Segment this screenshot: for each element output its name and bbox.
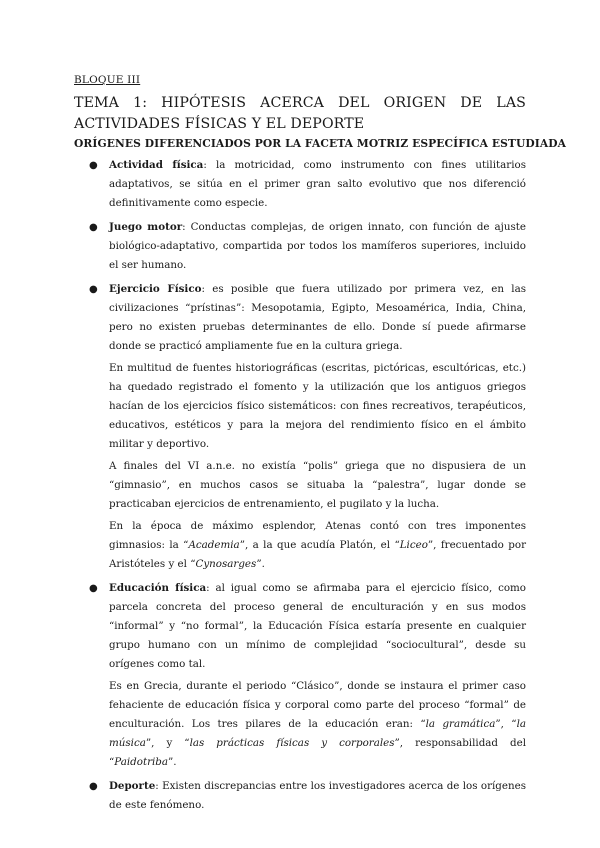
term-description: : Conductas complejas, de origen innato, con función de ajuste biológico-adaptativo, compartida por todos los mamíferos superiores, incluido el ser humano. [109,221,527,271]
italic-term: Liceo [399,539,428,551]
term-label: Deporte [109,780,156,792]
paragraph [109,677,526,772]
italic-term: Academia [188,539,240,551]
text-run: ”. [256,558,265,570]
text-run: ”, “ [495,718,517,730]
italic-term: la gramática [425,718,496,730]
paragraph [109,579,526,674]
text-run: ”, frecuentado por Aristóteles y el “ [109,539,526,570]
italic-term: la música [109,718,526,749]
italic-term: Paidotriba [114,756,169,768]
bullet-icon: ● [89,160,98,171]
term-description: : al igual como se afirmaba para el ejercicio físico, como parcela concreta del proceso general de enculturación y en sus modos “informal” y “no formal”, la Educación Física estaría presente en cualquier grupo humano con un mínimo de complejidad “sociocultural”, desde su orígenes como tal. [109,582,526,670]
text-run: ”, y “ [145,737,190,749]
paragraph: A finales del VI a.n.e. no existía “polis” griega que no dispusiera de un “gimnasio”, en muchos casos se situaba la “palestra”, lugar donde se practicaban ejercicios de entrenamiento, el pugilato y la lucha. [109,460,526,510]
text-run: En la época de máximo esplendor, Atenas contó con tres imponentes gimnasios: la “ [109,520,526,551]
list-item-educacion-fisica [89,579,526,772]
text-run: ”. [168,756,177,768]
bullet-icon: ● [89,284,98,295]
term-label: Juego motor [109,221,183,233]
term-description: : Existen discrepancias entre los investigadores acerca de los orígenes de este fenómeno. [109,780,526,811]
list-item-actividad-fisica [89,156,526,213]
list-item-deporte [89,777,526,815]
list-item-juego-motor [89,218,526,275]
section-subtitle: ORÍGENES DIFERENCIADOS POR LA FACETA MOTRIZ ESPECÍFICA ESTUDIADA [74,137,567,150]
paragraph [109,218,526,275]
term-description: : es posible que fuera utilizado por primera vez, en las civilizaciones “prístinas”: Mesopotamia, Egipto, Mesoamérica, India, China, pero no existen pruebas determinantes de ello. Donde sí puede afirmarse donde se practicó ampliamente fue en la cultura griega. [109,283,526,352]
paragraph [109,280,526,356]
page-title: TEMA 1: HIPÓTESIS ACERCA DEL ORIGEN DE LAS ACTIVIDADES FÍSICAS Y EL DEPORTE [74,95,526,132]
term-label: Ejercicio Físico [109,283,202,295]
text-run: ”, responsabilidad del “ [109,737,527,768]
term-label: Actividad física [109,159,204,171]
term-label: Educación física [109,582,207,594]
bullet-icon: ● [89,583,98,594]
origins-list [89,156,526,820]
list-item-ejercicio-fisico [89,280,526,574]
text-run: ”, a la que acudía Platón, el “ [239,539,400,551]
text-run: Es en Grecia, durante el periodo “Clásico”, donde se instaura el primer caso fehaciente de educación física y corporal como parte del proceso “formal” de enculturación. Los tres pilares de la educación eran: “ [109,680,526,730]
italic-term: las prácticas físicas y corporales [189,737,395,749]
bullet-icon: ● [89,781,98,792]
paragraph [109,156,526,213]
term-description: : la motricidad, como instrumento con fines utilitarios adaptativos, se sitúa en el primer gran salto evolutivo que nos diferenció definitivamente como especie. [109,159,526,209]
paragraph [109,517,526,574]
italic-term: Cynosarges [195,558,257,570]
paragraph: En multitud de fuentes historiográficas (escritas, pictóricas, escultóricas, etc.) ha quedado registrado el fomento y la utilización que los antiguos griegos hacían de los ejercicios físico sistemáticos: con fines recreativos, terapéuticos, educativos, estéticos y para la mejora del rendimiento físico en el ámbito militar y deportivo. [109,362,526,450]
paragraph [109,777,526,815]
block-label: BLOQUE III [74,74,141,86]
bullet-icon: ● [89,222,98,233]
